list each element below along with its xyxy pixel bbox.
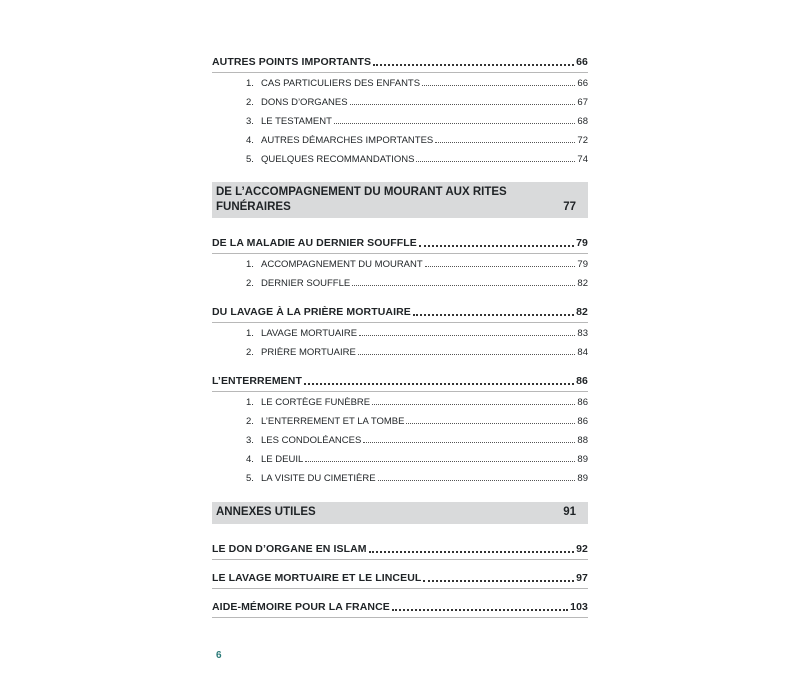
toc-subentry-label: LAVAGE MORTUAIRE	[261, 328, 358, 339]
toc-subentry[interactable]	[246, 328, 588, 339]
toc-entry-page: 97	[576, 572, 588, 584]
divider	[212, 559, 588, 560]
toc-entry-autres-points[interactable]	[212, 56, 588, 68]
dot-leader	[372, 403, 575, 405]
toc-subentry-page: 74	[577, 154, 588, 165]
toc-subentry[interactable]	[246, 473, 588, 484]
toc-subentry-page: 88	[577, 435, 588, 446]
toc-subentry[interactable]	[246, 278, 588, 289]
toc-subentry-page: 89	[577, 473, 588, 484]
divider	[212, 588, 588, 589]
part-title-line1: DE L’ACCOMPAGNEMENT DU MOURANT AUX RITES	[216, 186, 507, 198]
part-page: 77	[563, 201, 576, 213]
divider	[212, 617, 588, 618]
toc-subentry-number: 4.	[246, 135, 254, 146]
dot-leader	[425, 265, 576, 267]
part-header-annexes[interactable]	[212, 502, 588, 524]
toc-subentry-page: 86	[577, 397, 588, 408]
toc-subentry-label: DONS D’ORGANES	[261, 97, 348, 108]
toc-subentry-page: 66	[577, 78, 588, 89]
toc-entry-annex[interactable]	[212, 601, 588, 613]
dot-leader	[373, 63, 574, 66]
dot-leader	[363, 441, 575, 443]
toc-entry-page: 79	[576, 237, 588, 249]
toc-subentry-label: LE TESTAMENT	[261, 116, 332, 127]
dot-leader	[435, 141, 575, 143]
toc-entry-title: AIDE-MÉMOIRE POUR LA FRANCE	[212, 601, 390, 613]
toc-entry-title: LE LAVAGE MORTUAIRE ET LE LINCEUL	[212, 572, 422, 584]
toc-subentry-label: AUTRES DÉMARCHES IMPORTANTES	[261, 135, 434, 146]
divider	[212, 391, 588, 392]
toc-subentry-number: 2.	[246, 347, 254, 358]
toc-subentry-page: 89	[577, 454, 588, 465]
toc-subentry-number: 5.	[246, 473, 254, 484]
toc-subentry-page: 83	[577, 328, 588, 339]
toc-subentry[interactable]	[246, 135, 588, 146]
toc-subentry[interactable]	[246, 116, 588, 127]
toc-entry-page: 92	[576, 543, 588, 555]
toc-subentry[interactable]	[246, 97, 588, 108]
toc-entry-page: 82	[576, 306, 588, 318]
toc-entry-title: L’ENTERREMENT	[212, 375, 302, 387]
dot-leader	[392, 608, 568, 611]
toc-subentry-label: DERNIER SOUFFLE	[261, 278, 351, 289]
toc-subentry-number: 1.	[246, 78, 254, 89]
dot-leader	[305, 460, 575, 462]
toc-entry-title: DE LA MALADIE AU DERNIER SOUFFLE	[212, 237, 417, 249]
dot-leader	[350, 103, 576, 105]
toc-subentry-page: 86	[577, 416, 588, 427]
toc-entry-enterrement[interactable]	[212, 375, 588, 387]
toc-subentry-page: 82	[577, 278, 588, 289]
toc-entry-title: AUTRES POINTS IMPORTANTS	[212, 56, 372, 68]
dot-leader	[358, 353, 576, 355]
toc-subentry-label: LE CORTÈGE FUNÈBRE	[261, 397, 371, 408]
toc-subentry-number: 1.	[246, 259, 254, 270]
part-page: 91	[563, 506, 576, 518]
toc-subentry-number: 1.	[246, 397, 254, 408]
toc-subentry[interactable]	[246, 416, 588, 427]
toc-subentry-number: 3.	[246, 435, 254, 446]
toc-entry-title: LE DON D’ORGANE EN ISLAM	[212, 543, 367, 555]
dot-leader	[352, 284, 575, 286]
divider	[212, 322, 588, 323]
dot-leader	[304, 382, 574, 385]
dot-leader	[416, 160, 575, 162]
toc-subentry-label: PRIÈRE MORTUAIRE	[261, 347, 356, 358]
dot-leader	[378, 479, 576, 481]
part-title-line2: FUNÉRAIRES	[216, 201, 291, 213]
page-number: 6	[216, 650, 222, 661]
toc-subentry-label: L’ENTERREMENT ET LA TOMBE	[261, 416, 405, 427]
toc-subentry-number: 3.	[246, 116, 254, 127]
toc-subentry-label: CAS PARTICULIERS DES ENFANTS	[261, 78, 421, 89]
divider	[212, 72, 588, 73]
dot-leader	[334, 122, 576, 124]
toc-entry-page: 86	[576, 375, 588, 387]
toc-subentry-number: 2.	[246, 416, 254, 427]
toc-subentry-number: 2.	[246, 97, 254, 108]
part-title: ANNEXES UTILES	[216, 506, 316, 518]
toc-subentry-number: 1.	[246, 328, 254, 339]
toc-subentry[interactable]	[246, 454, 588, 465]
toc-subentry-page: 67	[577, 97, 588, 108]
dot-leader	[419, 244, 574, 247]
toc-subentry-page: 84	[577, 347, 588, 358]
toc-subentry-number: 4.	[246, 454, 254, 465]
toc-subentry[interactable]	[246, 259, 588, 270]
toc-entry-page: 66	[576, 56, 588, 68]
dot-leader	[422, 84, 575, 86]
toc-entry-title: DU LAVAGE À LA PRIÈRE MORTUAIRE	[212, 306, 411, 318]
toc-entry-page: 103	[570, 601, 588, 613]
toc-entry-annex[interactable]	[212, 572, 588, 584]
toc-subentry[interactable]	[246, 347, 588, 358]
part-header-accompagnement[interactable]	[212, 182, 588, 218]
toc-subentry-page: 72	[577, 135, 588, 146]
toc-subentry-label: ACCOMPAGNEMENT DU MOURANT	[261, 259, 423, 270]
dot-leader	[423, 579, 574, 582]
toc-subentry-page: 79	[577, 259, 588, 270]
toc-subentry-label: LE DEUIL	[261, 454, 304, 465]
toc-subentry[interactable]	[246, 397, 588, 408]
toc-entry-maladie[interactable]	[212, 237, 588, 249]
toc-subentry-number: 2.	[246, 278, 254, 289]
toc-subentry-label: LES CONDOLÉANCES	[261, 435, 362, 446]
dot-leader	[406, 422, 575, 424]
toc-subentry[interactable]	[246, 435, 588, 446]
dot-leader	[413, 313, 574, 316]
dot-leader	[369, 550, 574, 553]
divider	[212, 253, 588, 254]
toc-subentry-label: LA VISITE DU CIMETIÈRE	[261, 473, 376, 484]
dot-leader	[359, 334, 575, 336]
toc-subentry[interactable]	[246, 154, 588, 165]
toc-entry-annex[interactable]	[212, 543, 588, 555]
toc-subentry[interactable]	[246, 78, 588, 89]
toc-subentry-label: QUELQUES RECOMMANDATIONS	[261, 154, 415, 165]
toc-subentry-page: 68	[577, 116, 588, 127]
toc-subentry-number: 5.	[246, 154, 254, 165]
toc-entry-lavage[interactable]	[212, 306, 588, 318]
